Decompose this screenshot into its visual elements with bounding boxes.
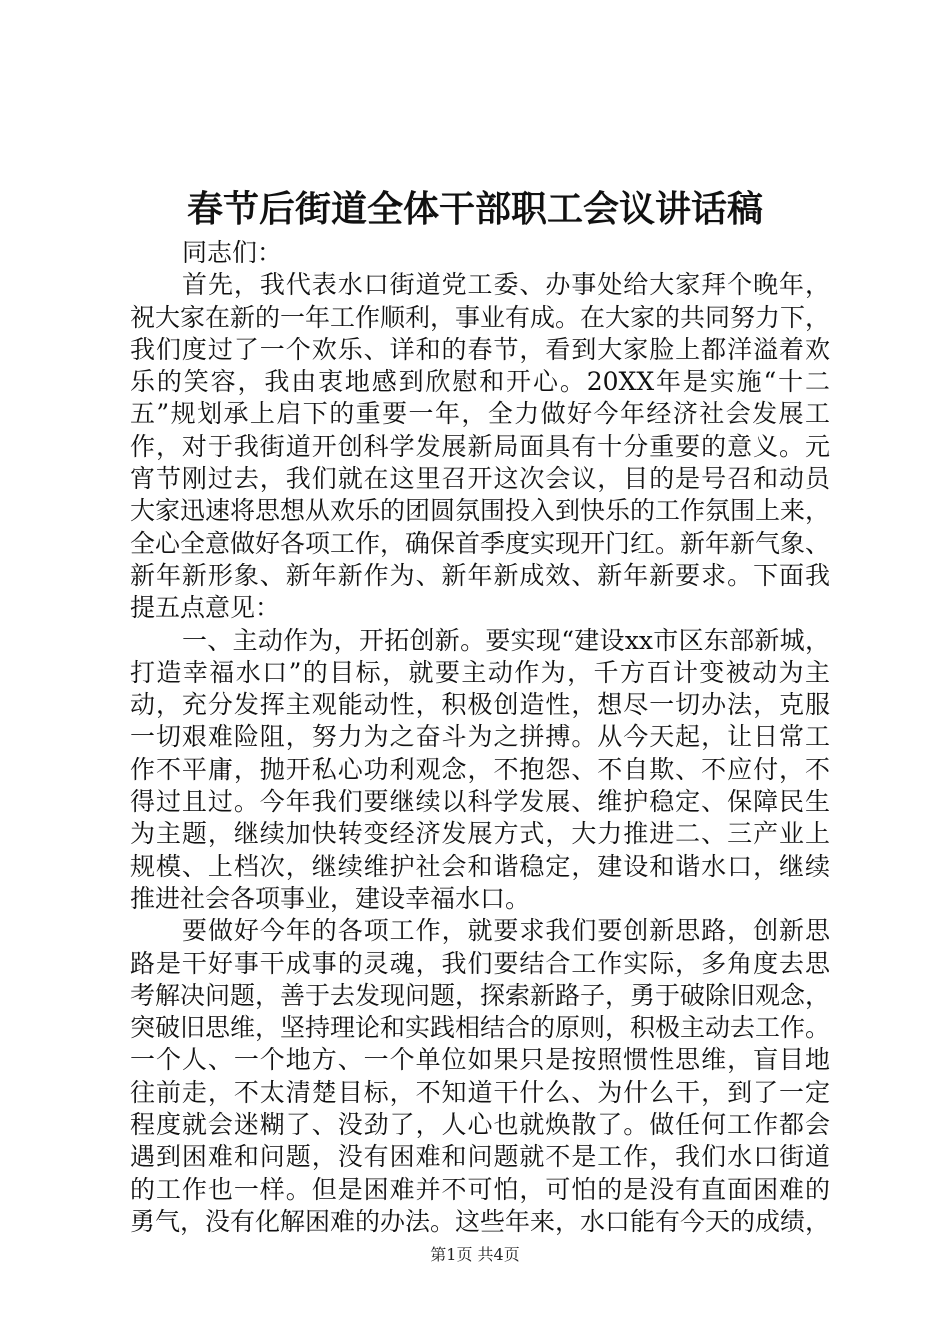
paragraph-line: 一个人、一个地方、一个单位如果只是按照惯性思维，盲目地 [130, 1045, 830, 1075]
paragraph-line: 推进社会各项事业，建设幸福水口。 [130, 883, 531, 913]
salutation-line: 同志们： [182, 238, 283, 267]
paragraph-line: 我们度过了一个欢乐、详和的春节，看到大家脸上都洋溢着欢 [130, 334, 830, 364]
paragraph-line: 一、主动作为，开拓创新。要实现“建设xx市区东部新城， [182, 625, 830, 655]
paragraph-line: 得过且过。今年我们要继续以科学发展、维护稳定、保障民生 [130, 787, 830, 817]
document-title: 春节后街道全体干部职工会议讲话稿 [186, 188, 763, 230]
paragraph-line: 乐的笑容，我由衷地感到欣慰和开心。20XX年是实施“十二 [130, 367, 830, 397]
paragraph-line: 路是干好事干成事的灵魂，我们要结合工作实际，多角度去思 [130, 948, 830, 978]
paragraph-line: 新年新形象、新年新作为、新年新成效、新年新要求。下面我 [130, 560, 830, 590]
paragraph-line: 大家迅速将思想从欢乐的团圆氛围投入到快乐的工作氛围上来， [130, 496, 831, 526]
paragraph-line: 往前走，不太清楚目标，不知道干什么、为什么干，到了一定 [130, 1077, 830, 1107]
document-body [130, 237, 830, 1238]
paragraph-line: 考解决问题，善于去发现问题，探索新路子，勇于破除旧观念， [130, 980, 831, 1010]
paragraph-line: 规模、上档次，继续维护社会和谐稳定，建设和谐水口，继续 [130, 851, 830, 881]
paragraph-line: 要做好今年的各项工作，就要求我们要创新思路，创新思 [182, 916, 830, 946]
paragraph-line: 程度就会迷糊了、没劲了，人心也就焕散了。做任何工作都会 [130, 1110, 830, 1140]
paragraph-line: 全心全意做好各项工作，确保首季度实现开门红。新年新气象、 [130, 528, 831, 558]
paragraph-line: 五”规划承上启下的重要一年，全力做好今年经济社会发展工 [130, 399, 830, 429]
page-number-footer: 第1页 共4页 [430, 1245, 520, 1264]
paragraph-line: 提五点意见： [130, 593, 281, 623]
paragraph-line: 作不平庸，抛开私心功利观念，不抱怨、不自欺、不应付，不 [130, 754, 830, 784]
paragraph-line: 遇到困难和问题，没有困难和问题就不是工作，我们水口街道 [130, 1142, 830, 1172]
paragraph-line: 勇气，没有化解困难的办法。这些年来，水口能有今天的成绩， [130, 1206, 831, 1236]
paragraph-line: 突破旧思维，坚持理论和实践相结合的原则，积极主动去工作。 [130, 1013, 831, 1043]
paragraph-line: 为主题，继续加快转变经济发展方式，大力推进二、三产业上 [130, 819, 830, 849]
paragraph-line: 作，对于我街道开创科学发展新局面具有十分重要的意义。元 [130, 431, 830, 461]
paragraph-line: 的工作也一样。但是困难并不可怕，可怕的是没有直面困难的 [130, 1174, 830, 1204]
paragraph-line: 打造幸福水口”的目标，就要主动作为，千方百计变被动为主 [130, 657, 830, 687]
paragraph-line: 首先，我代表水口街道党工委、办事处给大家拜个晚年， [182, 270, 830, 300]
paragraph-line: 宵节刚过去，我们就在这里召开这次会议，目的是号召和动员 [130, 464, 830, 494]
paragraph-line: 一切艰难险阻，努力为之奋斗为之拼搏。从今天起，让日常工 [130, 722, 830, 752]
paragraph-line: 祝大家在新的一年工作顺利，事业有成。在大家的共同努力下， [130, 302, 831, 332]
paragraph-line: 动，充分发挥主观能动性，积极创造性，想尽一切办法，克服 [130, 690, 830, 720]
